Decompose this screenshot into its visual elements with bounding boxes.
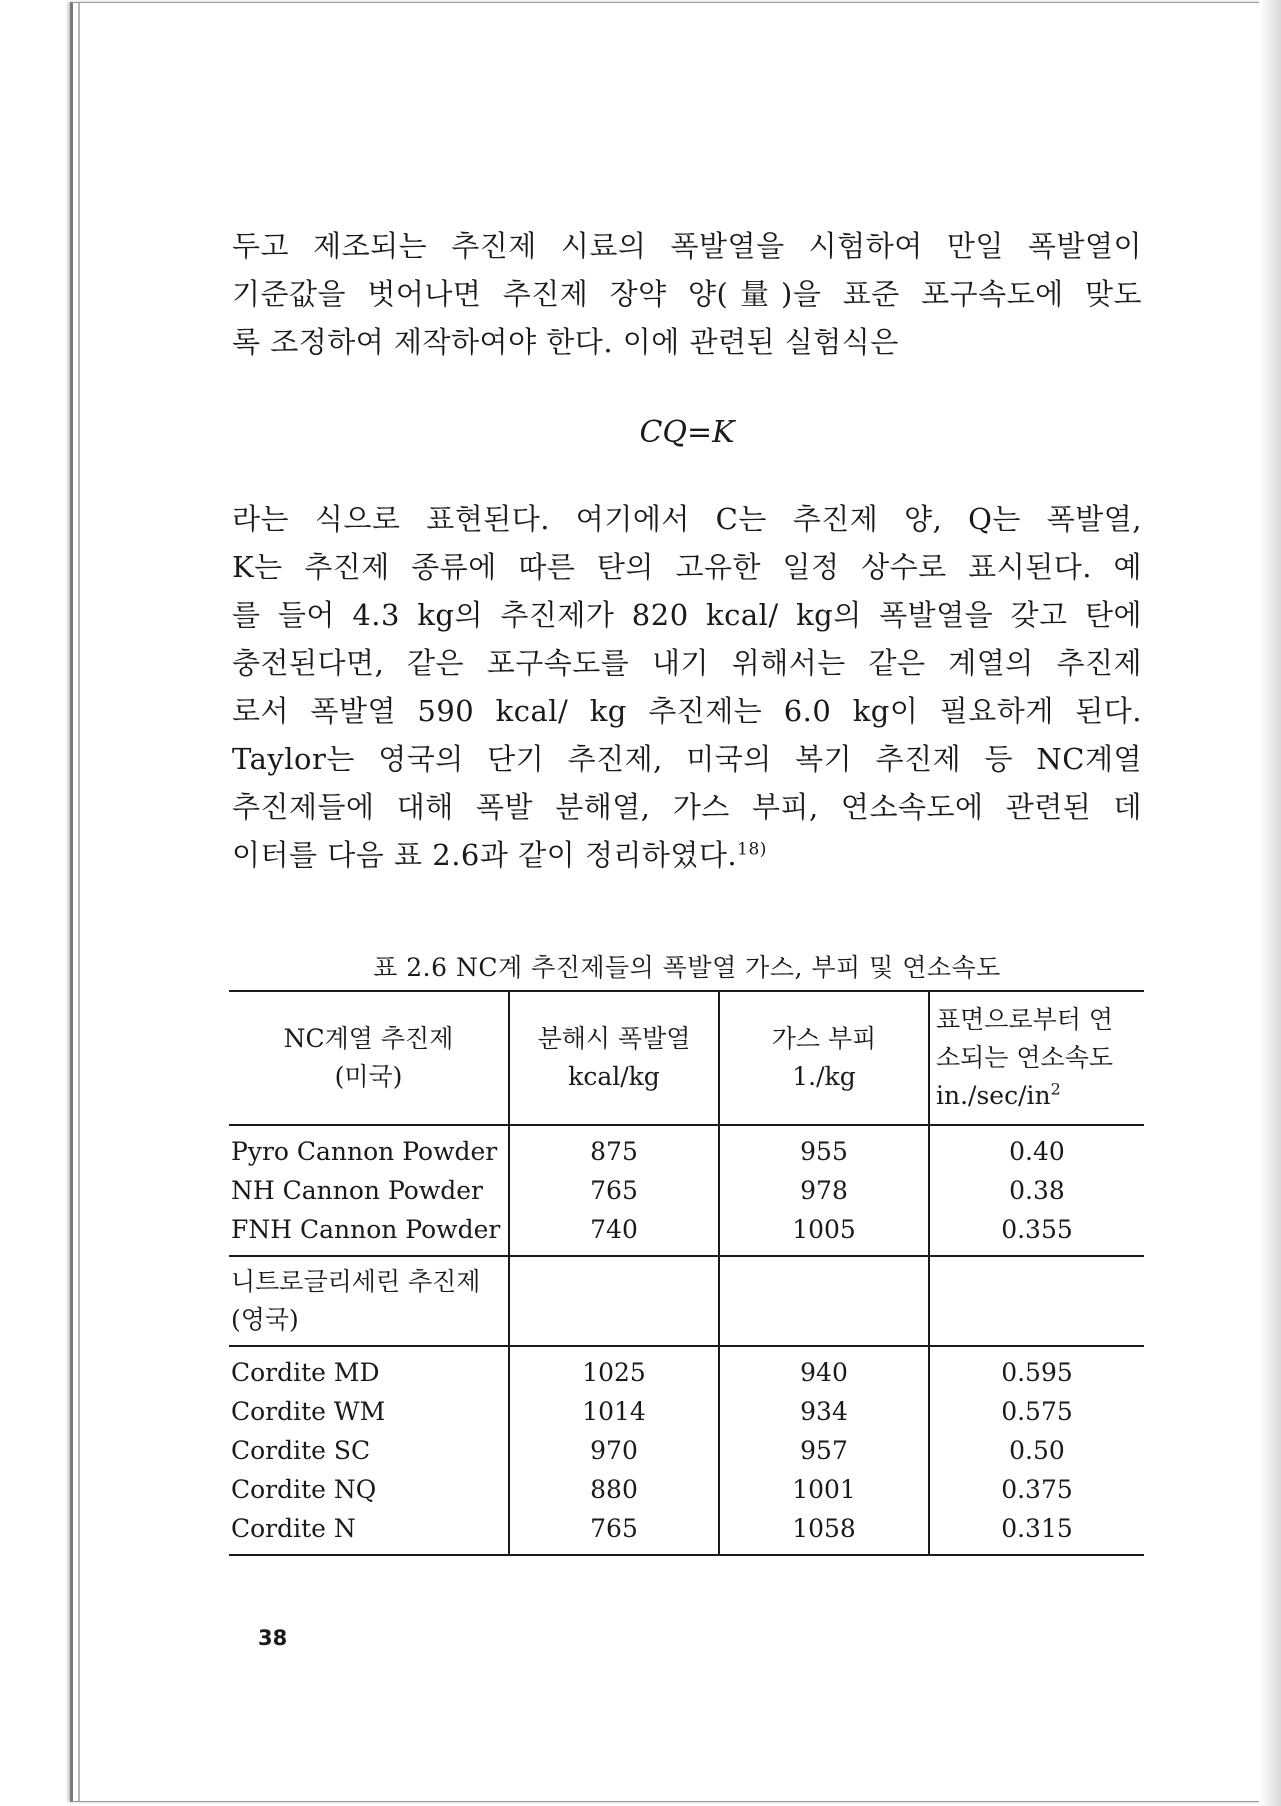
table-row: Cordite SC 970 957 0.50 [229,1431,1144,1470]
page-number: 38 [258,1626,288,1650]
header-propellant: NC계열 추진제 (미국) [229,991,509,1125]
table-row: Cordite WM 1014 934 0.575 [229,1392,1144,1431]
paragraph-last-line [232,831,1142,879]
table-header-row [229,991,1144,1125]
page-edge-shadow [1259,0,1281,1806]
table-row: FNH Cannon Powder 740 1005 0.355 [229,1210,1144,1256]
table-row: NH Cannon Powder 765 978 0.38 [229,1171,1144,1210]
header-burning-rate: 표면으로부터 연 소되는 연소속도 $in./\sec/in^2$ [929,991,1144,1125]
table-row: Cordite N 765 1058 0.315 [229,1509,1144,1555]
header-gas-volume: 가스 부피 1./kg [719,991,929,1125]
paragraph-line: 두고 제조되는 추진제 시료의 폭발열을 시험하여 만일 폭발열이 [232,229,1142,263]
paragraph-line: 기준값을 벗어나면 추진제 장약 양(量)을 표준 포구속도에 맞도 [232,277,1142,311]
paragraph-line-text: 이터를 다음 표 2.6과 같이 정리하였다. [232,838,738,872]
paragraph-line: 록 조정하여 제작하여야 한다. 이에 관련된 실험식은 [232,325,899,359]
paragraph-line: 를 들어 4.3 kg의 추진제가 820 kcal/ kg의 폭발열을 갖고 탄에 [232,598,1142,632]
paragraph-line: 충전된다면, 같은 포구속도를 내기 위해서는 같은 계열의 추진제 [232,646,1142,680]
table-row: Cordite MD 1025 940 0.595 [229,1346,1144,1392]
header-heat-of-explosion: 분해시 폭발열 kcal/kg [509,991,719,1125]
superscript: 2 [1050,1079,1061,1099]
paragraph-line: 라는 식으로 표현된다. 여기에서 C는 추진제 양, Q는 폭발열, [232,502,1142,536]
table-caption: 표 2.6 NC계 추진제들의 폭발열 가스, 부피 및 연소속도 [373,953,1001,982]
table-row: Pyro Cannon Powder 875 955 0.40 [229,1125,1144,1171]
paragraph-line: K는 추진제 종류에 따른 탄의 고유한 일정 상수로 표시된다. 예 [232,550,1142,584]
table-group-heading-row [229,1256,1144,1346]
equation: CQ=K [639,415,735,450]
paragraph-line: 로서 폭발열 590 kcal/ kg 추진제는 6.0 kg이 필요하게 된다. [232,694,1142,728]
paragraph-line: Taylor는 영국의 단기 추진제, 미국의 복기 추진제 등 NC계열 [232,742,1142,776]
propellant-table [229,990,1144,1556]
paragraph-1 [232,222,1142,366]
table-row: Cordite NQ 880 1001 0.375 [229,1470,1144,1509]
paragraph-2 [232,495,1142,879]
group-heading: 니트로글리세린 추진제 (영국) [229,1256,509,1346]
footnote-reference: 18) [737,839,767,860]
paragraph-line: 추진제들에 대해 폭발 분해열, 가스 부피, 연소속도에 관련된 데 [232,790,1142,824]
